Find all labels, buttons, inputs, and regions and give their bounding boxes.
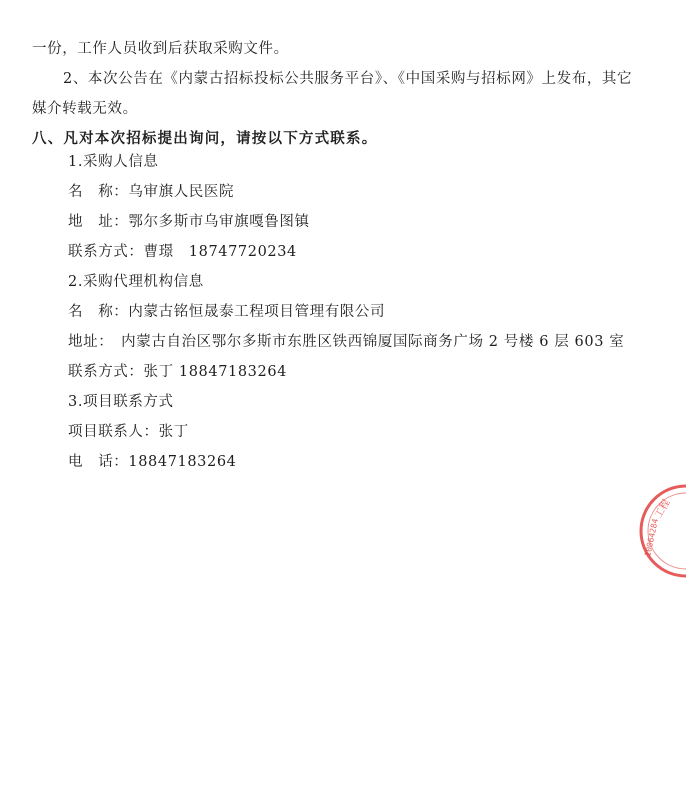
agency-name: 名 称：内蒙古铭恒晟泰工程项目管理有限公司 bbox=[68, 304, 386, 320]
project-contact-person: 项目联系人：张丁 bbox=[68, 424, 189, 440]
red-seal-stamp bbox=[638, 483, 686, 579]
text-line-2: 2、本次公告在《内蒙古招标投标公共服务平台》、《中国采购与招标网》上发布，其它 bbox=[63, 71, 633, 87]
subheading-purchaser-info: 1.采购人信息 bbox=[68, 154, 159, 170]
project-phone: 电 话：18847183264 bbox=[68, 454, 237, 470]
purchaser-address: 地 址：鄂尔多斯市乌审旗嘎鲁图镇 bbox=[68, 214, 310, 230]
text-line-1: 一份，工作人员收到后获取采购文件。 bbox=[32, 41, 289, 57]
seal-text-side: 10064284 bbox=[643, 517, 660, 558]
text-line-3: 媒介转载无效。 bbox=[32, 101, 138, 117]
purchaser-contact: 联系方式：曹璟 18747720234 bbox=[68, 244, 297, 260]
agency-address: 地址： 内蒙古自治区鄂尔多斯市东胜区铁西锦厦国际商务广场 2 号楼 6 层 603 室 bbox=[68, 334, 625, 350]
purchaser-name: 名 称：乌审旗人民医院 bbox=[68, 184, 235, 200]
section-heading: 八、凡对本次招标提出询问，请按以下方式联系。 bbox=[32, 131, 378, 147]
seal-text-top: 工程 bbox=[653, 497, 673, 521]
agency-contact: 联系方式：张丁 18847183264 bbox=[68, 364, 287, 380]
subheading-agency-info: 2.采购代理机构信息 bbox=[68, 274, 204, 290]
subheading-project-contact: 3.项目联系方式 bbox=[68, 394, 174, 410]
